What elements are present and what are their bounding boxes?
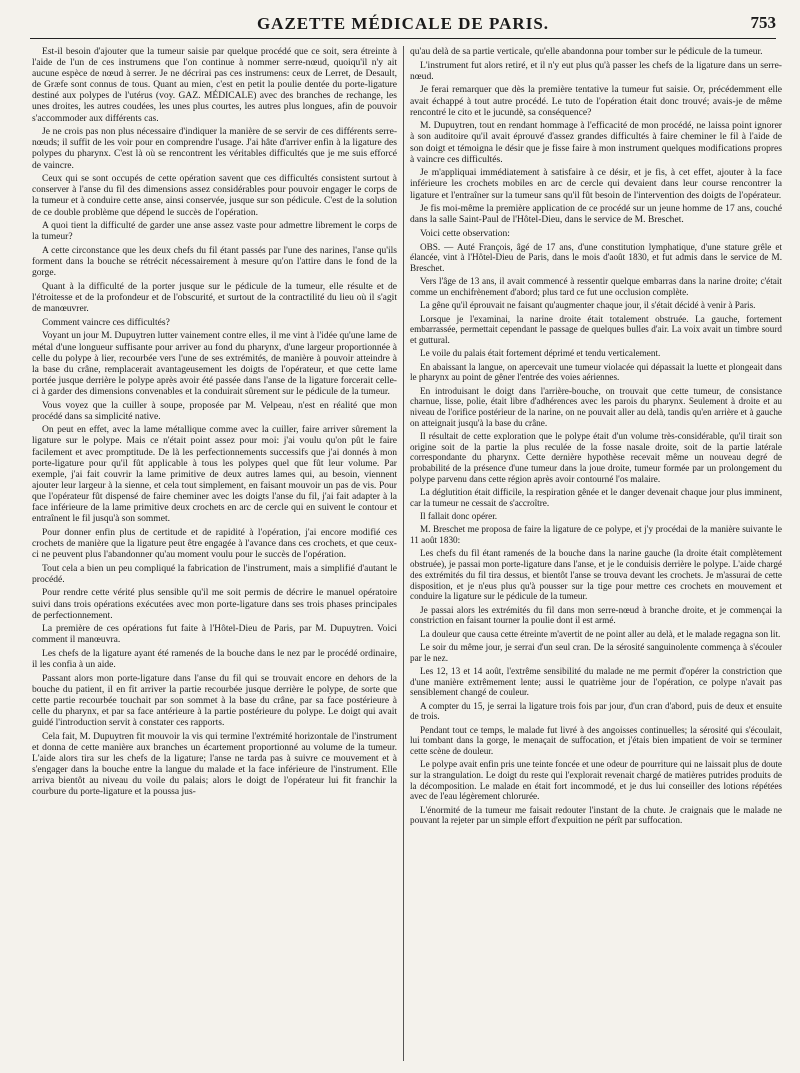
paragraph: Voyant un jour M. Dupuytren lutter vainement contre elles, il me vint à l'idée qu'une lame de métal d'une longueur suffisante pour arriver au fond du pharynx, d'une largeur proportionnée à celle du polype à lier, recourbée vers l'une de ses extrémités, de manière à pouvoir atteindre à la base du crâne, remplacerait avantageusement les doigts de l'opérateur, et que cette lame portée jusque derrière le polype après avoir été passée dans l'anse de la ligature forcerait celle-ci à garder des dimensions convenables et la conduirait sûrement sur le pédicule de la tumeur.: [32, 330, 397, 397]
paragraph: Pour donner enfin plus de certitude et de rapidité à l'opération, j'ai encore modifié ces crochets de manière que la ligature peut être engagée à l'avance dans ces crochets, et que ceux-ci ne peuvent plus l'abandonner qu'au moment voulu pour le succès de l'opération.: [32, 526, 397, 560]
paragraph: Est-il besoin d'ajouter que la tumeur saisie par quelque procédé que ce soit, sera étreinte à l'aide de l'un de ces instrumens que l'on continue à nommer serre-nœud, quoiqu'il n'y ait aucune espèce de nœud à serrer. Je ne décrirai pas ces instrumens: ceux de Lerret, de Desault, de Græfe sont connus de tous. Quant au mien, c'est en petit la poulie dentée du porte-ligature destiné aux polypes de l'utérus (voy. GAZ. MÉDICALE) avec des branches de rechange, les unes droites, les autres coudées, les unes plus courtes, les autres plus longues, afin de pouvoir s'accommoder aux différents cas.: [32, 46, 397, 124]
observation-paragraph: Les 12, 13 et 14 août, l'extrême sensibilité du malade ne me permit d'opérer la constriction que d'une manière extrêmement lente; aussi le quatrième jour de l'opération, ce polype n'avait pas sensiblement changé de couleur.: [410, 665, 782, 698]
observation-paragraph: Il fallait donc opérer.: [420, 511, 498, 522]
observation-paragraph: Il résultait de cette exploration que le polype était d'un volume très-considérable, qu'il tirait son origine soit de la partie la plus reculée de la fosse nasale droite, soit de la partie latérale correspondante du pharynx. Cette dernière hypothèse recevait même un nouveau degré de probabilité de la présence d'une tumeur dans la joue droite, tumeur formée par un prolongement du polype parvenu dans cette région après avoir contourné l'os malaire.: [410, 431, 782, 484]
paragraph: Quant à la difficulté de la porter jusque sur le pédicule de la tumeur, elle résulte et de l'étroitesse et de la profondeur et de l'obscurité, et surtout de la contractilité du lieu où il s'agit de manœuvrer.: [32, 280, 397, 315]
paragraph: Les chefs de la ligature ayant été ramenés de la bouche dans le nez par le procédé ordinaire, il les confia à un aide.: [32, 648, 397, 671]
journal-title: GAZETTE MÉDICALE DE PARIS.: [256, 14, 550, 33]
observation-paragraph: A compter du 15, je serrai la ligature trois fois par jour, d'un cran d'abord, puis de deux et ensuite de trois.: [410, 700, 782, 722]
paragraph: qu'au delà de sa partie verticale, qu'elle abandonna pour tomber sur le pédicule de la tumeur.: [410, 46, 763, 57]
page-number: 753: [750, 13, 776, 32]
observation-paragraph: Les chefs du fil étant ramenés de la bouche dans la narine gauche (la droite était complètement obstruée), je passai mon porte-ligature dans l'anse, et je le conduisis derrière le polype. L'aide chargé des extrémités du fil tira dessus, et bientôt l'anse se trouva devant les crochets. Je m'assurai de cette disposition, et je n'eus plus qu'à pousser sur la tige pour mettre ces crochets en mouvement et conduire la ligature sur le pédicule de la tumeur.: [410, 548, 782, 602]
observation-paragraph: Je passai alors les extrémités du fil dans mon serre-nœud à branche droite, et je commençai la constriction en faisant tourner la poulie dont il est armé.: [410, 604, 782, 626]
column-divider: [403, 46, 404, 1061]
observation-paragraph: OBS. — Auté François, âgé de 17 ans, d'une constitution lymphatique, d'une stature grêle et élancée, vint à l'Hôtel-Dieu de Paris, dans le mois d'août 1830, et fut admis dans le service de M. Breschet.: [410, 241, 782, 274]
paragraph: Je ferai remarquer que dès la première tentative la tumeur fut saisie. Or, précédemment elle avait échappé à tout autre procédé. Le tuto de l'opération était donc trouvé; avais-je de même rencontré le cito et le jucundè, sa conséquence?: [410, 84, 782, 118]
paragraph: A quoi tient la difficulté de garder une anse assez vaste pour admettre librement le corps de la tumeur?: [32, 220, 397, 243]
paragraph: Je ne crois pas non plus nécessaire d'indiquer la manière de se servir de ces différents serre-nœuds; il suffit de les voir pour en comprendre l'usage. J'ai hâte d'arriver enfin à la ligature des polypes du pharynx. C'est là où se rencontrent les véritables difficultés que je me suis efforcé de vaincre.: [32, 126, 397, 171]
observation-paragraph: La gêne qu'il éprouvait ne faisant qu'augmenter chaque jour, il s'était décidé à venir à Paris.: [420, 300, 756, 311]
paragraph: A cette circonstance que les deux chefs du fil étant passés par l'une des narines, l'anse qu'ils forment dans la bouche se rétrécit nécessairement à mesure qu'on l'attire dans le fond de la gorge.: [32, 244, 397, 279]
observation-paragraph: L'énormité de la tumeur me faisait redouter l'instant de la chute. Je craignais que le malade ne pouvant la rejeter par un simple effort d'expuition ne pérît par suffocation.: [410, 804, 782, 826]
paragraph: Pour rendre cette vérité plus sensible qu'il me soit permis de décrire le manuel opératoire suivi dans trois opérations exécutées avec mon porte-ligature dans ses trois phases principales de perfectionnement.: [32, 587, 397, 621]
observation-paragraph: La déglutition était difficile, la respiration gênée et le danger devenait chaque jour plus imminent, car la tumeur ne cessait de s'accroître.: [410, 487, 782, 508]
paragraph: La première de ces opérations fut faite à l'Hôtel-Dieu de Paris, par M. Dupuytren. Voici comment il manœuvra.: [32, 623, 397, 646]
paragraph: Tout cela a bien un peu compliqué la fabrication de l'instrument, mais a simplifié d'autant le procédé.: [32, 562, 397, 585]
paragraph: M. Dupuytren, tout en rendant hommage à l'efficacité de mon procédé, ne laissa point ignorer à son auditoire qu'il avait éprouvé d'assez grandes difficultés à faire cheminer le fil à l'aide de son doigt et témoigna le désir que je fisse faire à mon instrument quelques modifications propres à vaincre ces difficultés.: [410, 120, 782, 165]
observation-paragraph: M. Breschet me proposa de faire la ligature de ce polype, et j'y procédai de la manière suivante le 11 août 1830:: [410, 524, 782, 546]
paragraph: Je fis moi-même la première application de ce procédé sur un jeune homme de 17 ans, couché dans la salle Saint-Paul de l'Hôtel-Dieu, dans le service de M. Breschet.: [410, 203, 782, 226]
observation-paragraph: Vers l'âge de 13 ans, il avait commencé à ressentir quelque embarras dans la narine droite; c'était comme un enchifrènement d'abord; plus tard ce fut une occlusion complète.: [410, 276, 782, 298]
right-column: [410, 46, 782, 1066]
paragraph: Ceux qui se sont occupés de cette opération savent que ces difficultés consistent surtout à conserver à l'anse du fil des dimensions assez considérables pour pouvoir engager le corps de la tumeur et à conduire cette anse, ainsi conservée, jusque sur son pédicule. C'est de la solution de ce double problème que dépend le succès de l'opération.: [32, 173, 397, 218]
paragraph: L'instrument fut alors retiré, et il n'y eut plus qu'à passer les chefs de la ligature dans un serre-nœud.: [410, 59, 782, 82]
paragraph: Comment vaincre ces difficultés?: [42, 316, 170, 328]
observation-paragraph: Pendant tout ce temps, le malade fut livré à des angoisses continuelles; la sérosité qui s'écoulait, lui tombant dans la gorge, le menaçait de suffocation, et j'étais bien impatient de voir se terminer cette scène de douleur.: [410, 724, 782, 756]
paragraph: Vous voyez que la cuiller à soupe, proposée par M. Velpeau, n'est en réalité que mon procédé dans sa simplicité native.: [32, 399, 397, 422]
paragraph: Je m'appliquai immédiatement à satisfaire à ce désir, et je fis, à cet effet, ajouter à la face inférieure les crochets mobiles en arc de cercle qui devaient dans leur course rencontrer la ligature et l'entraîner sur la tumeur sans qu'il fût besoin de l'intervention des doigts de l'opérateur.: [410, 167, 782, 201]
paragraph: Passant alors mon porte-ligature dans l'anse du fil qui se trouvait encore en dehors de la bouche du patient, il en fit arriver la partie recourbée jusque derrière le polype, de sorte que cette partie recourbée touchait par son sommet à la base du crâne, par sa face postérieure à celle du pharynx, et par sa face antérieure à la partie postérieure du polype. Le doigt qui avait guidé l'introduction servit à constater ces rapports.: [32, 672, 397, 729]
paragraph: Voici cette observation:: [420, 227, 510, 239]
observation-paragraph: En abaissant la langue, on apercevait une tumeur violacée qui dépassait la luette et plongeait dans le pharynx au point de gêner l'entrée des voies aériennes.: [410, 361, 782, 383]
paragraph: Cela fait, M. Dupuytren fit mouvoir la vis qui termine l'extrémité horizontale de l'instrument et donna de cette manière aux branches un écartement proportionné au volume de la tumeur. L'aide alors tira sur les chefs de la ligature; l'anse ne tarda pas à suivre ce mouvement et à s'engager dans la bouche entre la langue du malade et la face inférieure de l'instrument. Elle arriva bientôt au niveau du voile du palais; alors le doigt de l'opérateur lui fit franchir la courbure du porte-ligature et la poussa jus-: [32, 730, 397, 798]
observation-paragraph: En introduisant le doigt dans l'arrière-bouche, on trouvait que cette tumeur, de consistance charnue, lisse, polie, était libre d'adhérences avec les parois du pharynx. Seulement à droite et au niveau de l'orifice postérieur de la narine, on ne pouvait aller au delà, tandis qu'en arrière et à gauche on atteignait jusqu'à la base du crâne.: [410, 385, 782, 428]
observation-paragraph: Le voile du palais était fortement déprimé et tendu verticalement.: [420, 348, 661, 359]
observation-paragraph: La douleur que causa cette étreinte m'avertit de ne point aller au delà, et le malade regagna son lit.: [420, 628, 781, 639]
observation-paragraph: Le polype avait enfin pris une teinte foncée et une odeur de pourriture qui ne laissait plus de doute sur la strangulation. Le doigt du reste qui l'explorait revenait chargé de matières putrides produits de la décomposition. Le malade en était fort incommodé, et je dus lui conseiller des lotions répétées avec de l'eau légèrement chlorurée.: [410, 759, 782, 802]
left-column: [32, 46, 397, 1066]
page-header: [30, 10, 776, 39]
observation-paragraph: Le soir du même jour, je serrai d'un seul cran. De la sérosité sanguinolente commença à s'écouler par le nez.: [410, 641, 782, 663]
paragraph: On peut en effet, avec la lame métallique comme avec la cuiller, faire arriver sûrement la ligature sur le polype. Mais ce n'était point assez pour moi: j'ai voulu qu'on pût le faire facilement et avec promptitude. De là les perfectionnements successifs que j'ai donnés à mon porte-ligature pour qu'il fût applicable à tous les polypes quel que fût leur volume. Par exemple, j'ai fait couvrir la lame primitive de deux autres lames qui, au besoin, viennent ajouter leur largeur à la sienne, et cela tout simplement, en faisant mouvoir un pas de vis. Pour que l'opérateur fût dispensé de faire cheminer avec les doigts l'anse du fil, j'ai fait adapter à la face inférieure de la lame primitive deux crochets en arc de cercle qui en suivent le contour et entraînent le fil jusqu'à son sommet.: [32, 424, 397, 525]
observation-paragraph: Lorsque je l'examinai, la narine droite était totalement obstruée. La gauche, fortement embarrassée, permettait cependant le passage de quelques bulles d'air. La voix avait un timbre sourd et guttural.: [410, 313, 782, 346]
